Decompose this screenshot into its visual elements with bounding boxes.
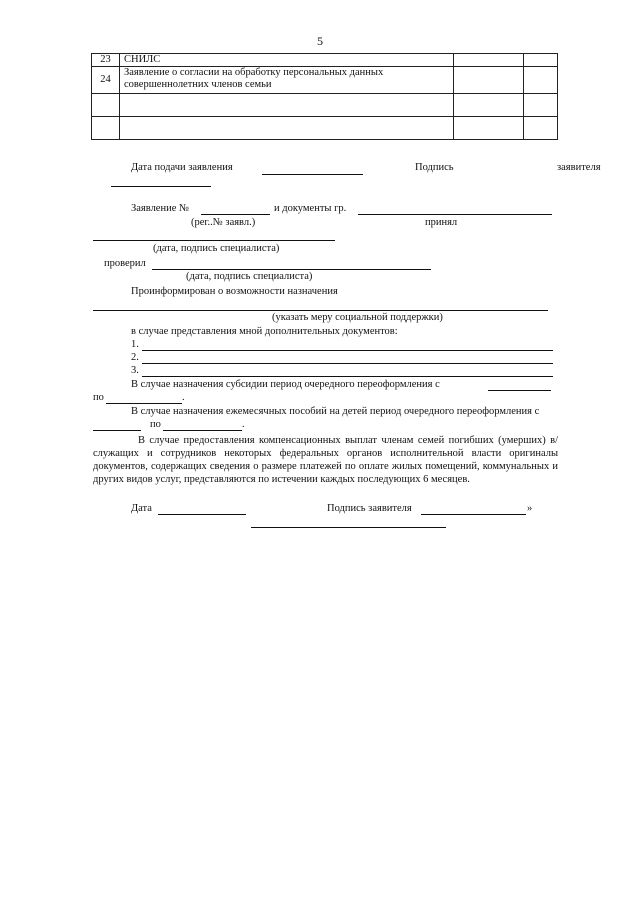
support-hint: (указать меру социальной поддержки) bbox=[272, 312, 443, 323]
item-number: 1. bbox=[131, 339, 139, 350]
table-row bbox=[92, 54, 558, 67]
checked-sign-line[interactable] bbox=[152, 269, 431, 270]
accepted-sign-line[interactable] bbox=[93, 240, 335, 241]
item-line-2[interactable] bbox=[142, 363, 553, 364]
support-measure-line[interactable] bbox=[93, 310, 548, 311]
applicant-word: заявителя bbox=[557, 162, 601, 173]
item-line-1[interactable] bbox=[142, 350, 553, 351]
period-end-2: . bbox=[242, 419, 245, 430]
final-date-label: Дата bbox=[131, 503, 152, 514]
item-line-3[interactable] bbox=[142, 376, 553, 377]
date-sign-hint-1: (дата, подпись специалиста) bbox=[153, 243, 280, 254]
applicant-signature-line[interactable] bbox=[111, 186, 211, 187]
row-number: 23 bbox=[92, 54, 120, 67]
row-text bbox=[120, 117, 454, 140]
bottom-line bbox=[251, 527, 446, 528]
po-label-1: по bbox=[93, 392, 104, 403]
date-line[interactable] bbox=[262, 174, 363, 175]
table-row bbox=[92, 67, 558, 94]
accepted-label: принял bbox=[425, 217, 458, 228]
subsidy-to-line[interactable] bbox=[106, 403, 182, 404]
row-text bbox=[120, 94, 454, 117]
table-row bbox=[92, 117, 558, 140]
subsidy-from-line[interactable] bbox=[488, 390, 551, 391]
final-date-line[interactable] bbox=[158, 514, 246, 515]
signature-label: Подпись bbox=[415, 162, 454, 173]
allowance-text: В случае назначения ежемесячных пособий на детей период очередного переоформления с bbox=[131, 406, 540, 417]
informed-label: Проинформирован о возможности назначения bbox=[131, 286, 338, 297]
po-label-2: по bbox=[150, 419, 161, 430]
additional-docs-label: в случае представления мной дополнительных документов: bbox=[131, 326, 398, 337]
row-text: Заявление о согласии на обработку персональных данных совершеннолетних членов семьи bbox=[120, 67, 454, 94]
row-number bbox=[92, 94, 120, 117]
statement-no-line[interactable] bbox=[201, 214, 270, 215]
documents-table bbox=[91, 53, 558, 140]
checked-label: проверил bbox=[104, 258, 146, 269]
page-number: 5 bbox=[317, 34, 323, 48]
statement-no-label: Заявление № bbox=[131, 203, 190, 214]
reg-no-hint: (рег..№ заявл.) bbox=[191, 217, 256, 228]
row-text: СНИЛС bbox=[120, 54, 454, 67]
item-number: 3. bbox=[131, 365, 139, 376]
subsidy-text: В случае назначения субсидии период очередного переоформления с bbox=[131, 379, 440, 390]
final-signature-label: Подпись заявителя bbox=[327, 503, 412, 514]
closing-quote: » bbox=[527, 503, 533, 514]
allowance-to-line[interactable] bbox=[163, 430, 242, 431]
period-end-1: . bbox=[182, 392, 185, 403]
citizen-name-line[interactable] bbox=[358, 214, 552, 215]
date-label: Дата подачи заявления bbox=[131, 162, 233, 173]
date-sign-hint-2: (дата, подпись специалиста) bbox=[186, 271, 313, 282]
table-row bbox=[92, 94, 558, 117]
allowance-from-line[interactable] bbox=[93, 430, 141, 431]
row-number: 24 bbox=[92, 67, 120, 94]
final-signature-line[interactable] bbox=[421, 514, 526, 515]
row-number bbox=[92, 117, 120, 140]
docs-label: и документы гр. bbox=[274, 203, 347, 214]
item-number: 2. bbox=[131, 352, 139, 363]
compensation-paragraph: В случае предоставления компенсационных выплат членам семей погибших (умерших) в/служащих и сотрудников некоторых федеральных органов исполнительной власти оригиналы документов, содержащих сведения о размере платежей по оплате жилых помещений, коммунальных и других видов услуг, представляются по истечении каждых последующих 6 месяцев. bbox=[93, 435, 558, 485]
